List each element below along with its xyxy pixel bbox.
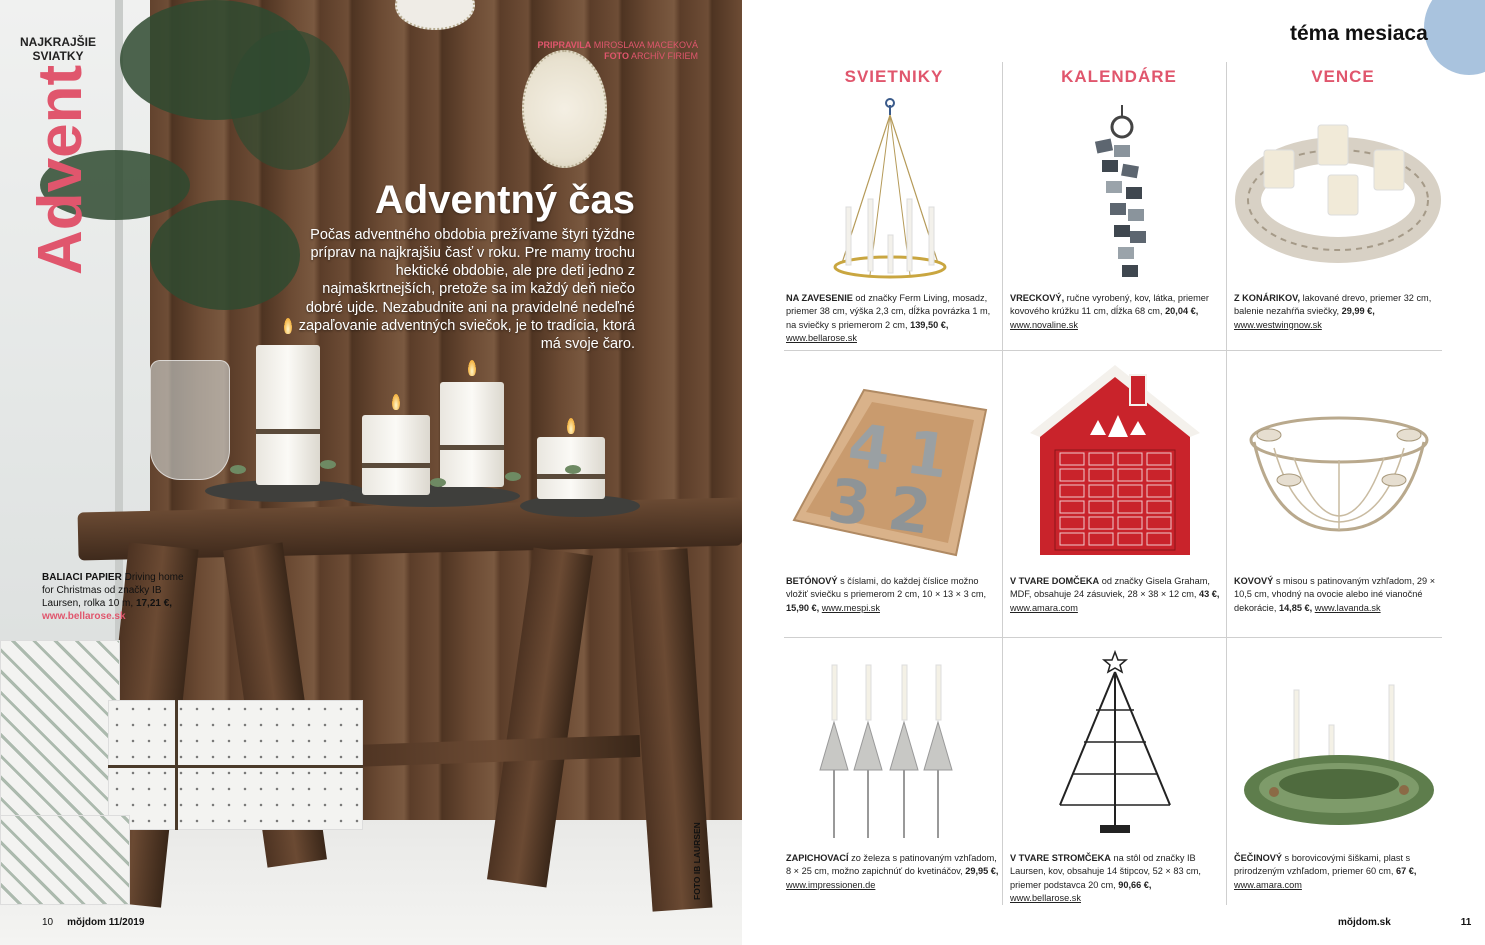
gift-box [0,815,130,905]
product-link[interactable]: www.westwingnow.sk [1234,319,1322,330]
credit-label: FOTO [604,51,629,62]
number-digit: 4 [843,410,895,486]
number-digit: 2 [883,473,935,549]
product-caption [1010,852,1225,905]
caption-name: BALIACI PAPIER [42,572,122,583]
page-number: 11 [1460,917,1472,928]
eucalyptus-leaf [230,465,246,474]
house-calendar-icon [1010,365,1220,555]
product-link[interactable]: www.amara.com [1010,602,1078,613]
section-label-text: Advent [26,64,95,275]
product-desc: zo železa s patinovaným vzhľadom, 8 × 25 cm, možno zapichnúť do kvetináčov, [786,853,997,877]
product-price: 29,95 €, [965,866,999,877]
paper-caption [42,571,192,623]
flame-icon [567,418,575,434]
product-link[interactable]: www.bellarose.sk [1010,893,1081,904]
product-name: V TVARE DOMČEKA [1010,576,1100,586]
product-caption [1010,575,1225,615]
product-desc: od značky Ferm Living, mosadz, priemer 38 cm, výška 2,3 cm, dĺžka povrázka 1 m, na sviečky s priemerom 2 cm, [786,293,991,330]
caption-price: 17,21 €, [135,598,173,609]
product-price: 14,85 €, [1278,602,1313,613]
column-title: SVIETNIKY [844,67,944,86]
column-title: KALENDÁRE [1061,67,1177,86]
section-label [26,64,95,275]
tree-calendar-icon [1010,650,1220,840]
ornament [522,50,607,168]
eucalyptus-leaf [430,478,446,487]
product-name: BETÓNOVÝ [786,576,838,586]
product-link[interactable]: www.novaline.sk [1010,319,1078,330]
pine-wreath-icon [1234,680,1444,840]
product-price: 139,50 €, [910,319,949,330]
number-digit: 1 [901,417,953,493]
kicker-line: NAJKRAJŠIE [19,35,97,49]
product-desc: na stôl od značky IB Laursen, kov, obsahuje 14 štipcov, 52 × 83 cm, priemer podstavca 20 cm, [1010,853,1201,890]
pine-branch [230,30,350,170]
candle [256,345,320,485]
folio [1338,917,1471,928]
product-caption [1234,575,1449,615]
number-digit: 3 [823,465,875,541]
left-page [0,0,742,945]
column-divider [1002,62,1003,905]
hanging-candle-holder-icon [786,95,996,285]
concrete-numbers-icon [786,380,996,570]
product-link[interactable]: www.impressionen.de [786,879,876,890]
glass-vase [150,360,230,480]
product-link[interactable]: www.mespi.sk [821,602,880,613]
theme-circle [1424,0,1485,75]
product-caption [1010,292,1225,332]
intro-text: Počas adventného obdobia prežívame štyri týždne príprav na najkrajšiu časť v roku. Pre mamy trochu hektické obdobie, ale pre deti jedno z najmaškrtnejších, pretože sa im každý deň niečo dobré ujde. Nezabudnite ani na pravidelné nedeľné zapaľovanie adventných sviečok, je to tradícia, ktorá má svoje čaro. [298,227,635,352]
product-name: KOVOVÝ [1234,576,1274,586]
product-link[interactable]: www.bellarose.sk [786,333,857,344]
product-link[interactable]: www.lavanda.sk [1314,602,1381,613]
photo-credit: FOTO IB LAURSEN [692,822,702,900]
eucalyptus-leaf [505,472,521,481]
product-desc: s číslami, do každej číslice možno vložiť sviečku s priemerom 2 cm, 10 × 13 × 3 cm, [786,576,987,600]
product-price: 43 €, [1198,589,1220,600]
row-divider [784,637,1442,638]
kicker-line: SVIATKY [32,49,84,64]
folio [42,917,144,928]
flame-icon [392,394,400,410]
product-link[interactable]: www.amara.com [1234,879,1302,890]
page-title: Adventný čas [374,178,635,222]
caption-text: Driving home for Christmas od značky IB Laursen, rolka 10 m, [42,572,184,609]
product-caption [786,292,1001,345]
metal-bowl-wreath-icon [1234,380,1444,570]
caption-link[interactable]: www.bellarose.sk [42,611,126,622]
pocket-calendar-icon [1010,95,1220,285]
gift-string [108,765,363,768]
product-desc: ručne vyrobený, kov, látka, priemer kovového krúžku 11 cm, dĺžka 68 cm, [1010,293,1209,317]
pine-branch [150,200,300,310]
candle [362,415,430,495]
credit-label: PRIPRAVILA [537,40,592,50]
product-name: NA ZAVESENIE [786,293,853,303]
kicker [18,35,98,64]
credits [536,40,698,63]
product-desc: s misou s patinovaným vzhľadom, 29 × 10,5 cm, vhodný na ovocie alebo iné vianočné dekorácie, [1234,576,1436,613]
column-title: VENCE [1311,67,1375,86]
credit-name: ARCHÍV FIRIEM [630,51,698,62]
magazine-issue: mŏjdom 11/2019 [67,917,145,928]
product-name: ZAPICHOVACÍ [786,853,849,863]
product-desc: od značky Gisela Graham, MDF, obsahuje 24 zásuviek, 28 × 38 × 12 cm, [1010,576,1210,600]
gift-string [175,700,178,830]
product-name: V TVARE STROMČEKA [1010,853,1111,863]
product-caption [786,575,1001,615]
site-name: mŏjdom.sk [1338,917,1391,928]
credit-name: MIROSLAVA MACEKOVÁ [593,40,698,50]
right-page [742,0,1485,945]
product-desc: s borovicovými šiškami, plast s prirodzeným vzhľadom, priemer 60 cm, [1234,853,1411,877]
product-name: VRECKOVÝ, [1010,293,1065,303]
row-divider [784,350,1442,351]
product-name: Z KONÁRIKOV, [1234,293,1301,303]
eucalyptus-leaf [565,465,581,474]
column-divider [1226,62,1227,905]
page-number: 10 [42,917,54,928]
product-price: 15,90 €, [786,602,820,613]
gift-box [0,640,120,840]
product-caption [1234,292,1449,332]
eucalyptus-leaf [320,460,336,469]
stake-candles-icon [786,650,996,840]
theme-title: téma mesiaca [1290,22,1428,45]
product-desc: lakované drevo, priemer 32 cm, balenie nezahŕňa sviečky, [1234,293,1432,317]
product-caption [1234,852,1449,892]
flame-icon [468,360,476,376]
twig-wreath-icon [1234,95,1444,285]
product-price: 90,66 €, [1118,879,1152,890]
product-price: 29,99 €, [1341,306,1375,317]
candle [440,382,504,487]
product-price: 67 €, [1395,866,1417,877]
product-price: 20,04 €, [1165,306,1199,317]
product-name: ČEČINOVÝ [1234,853,1282,863]
product-caption [786,852,1001,892]
